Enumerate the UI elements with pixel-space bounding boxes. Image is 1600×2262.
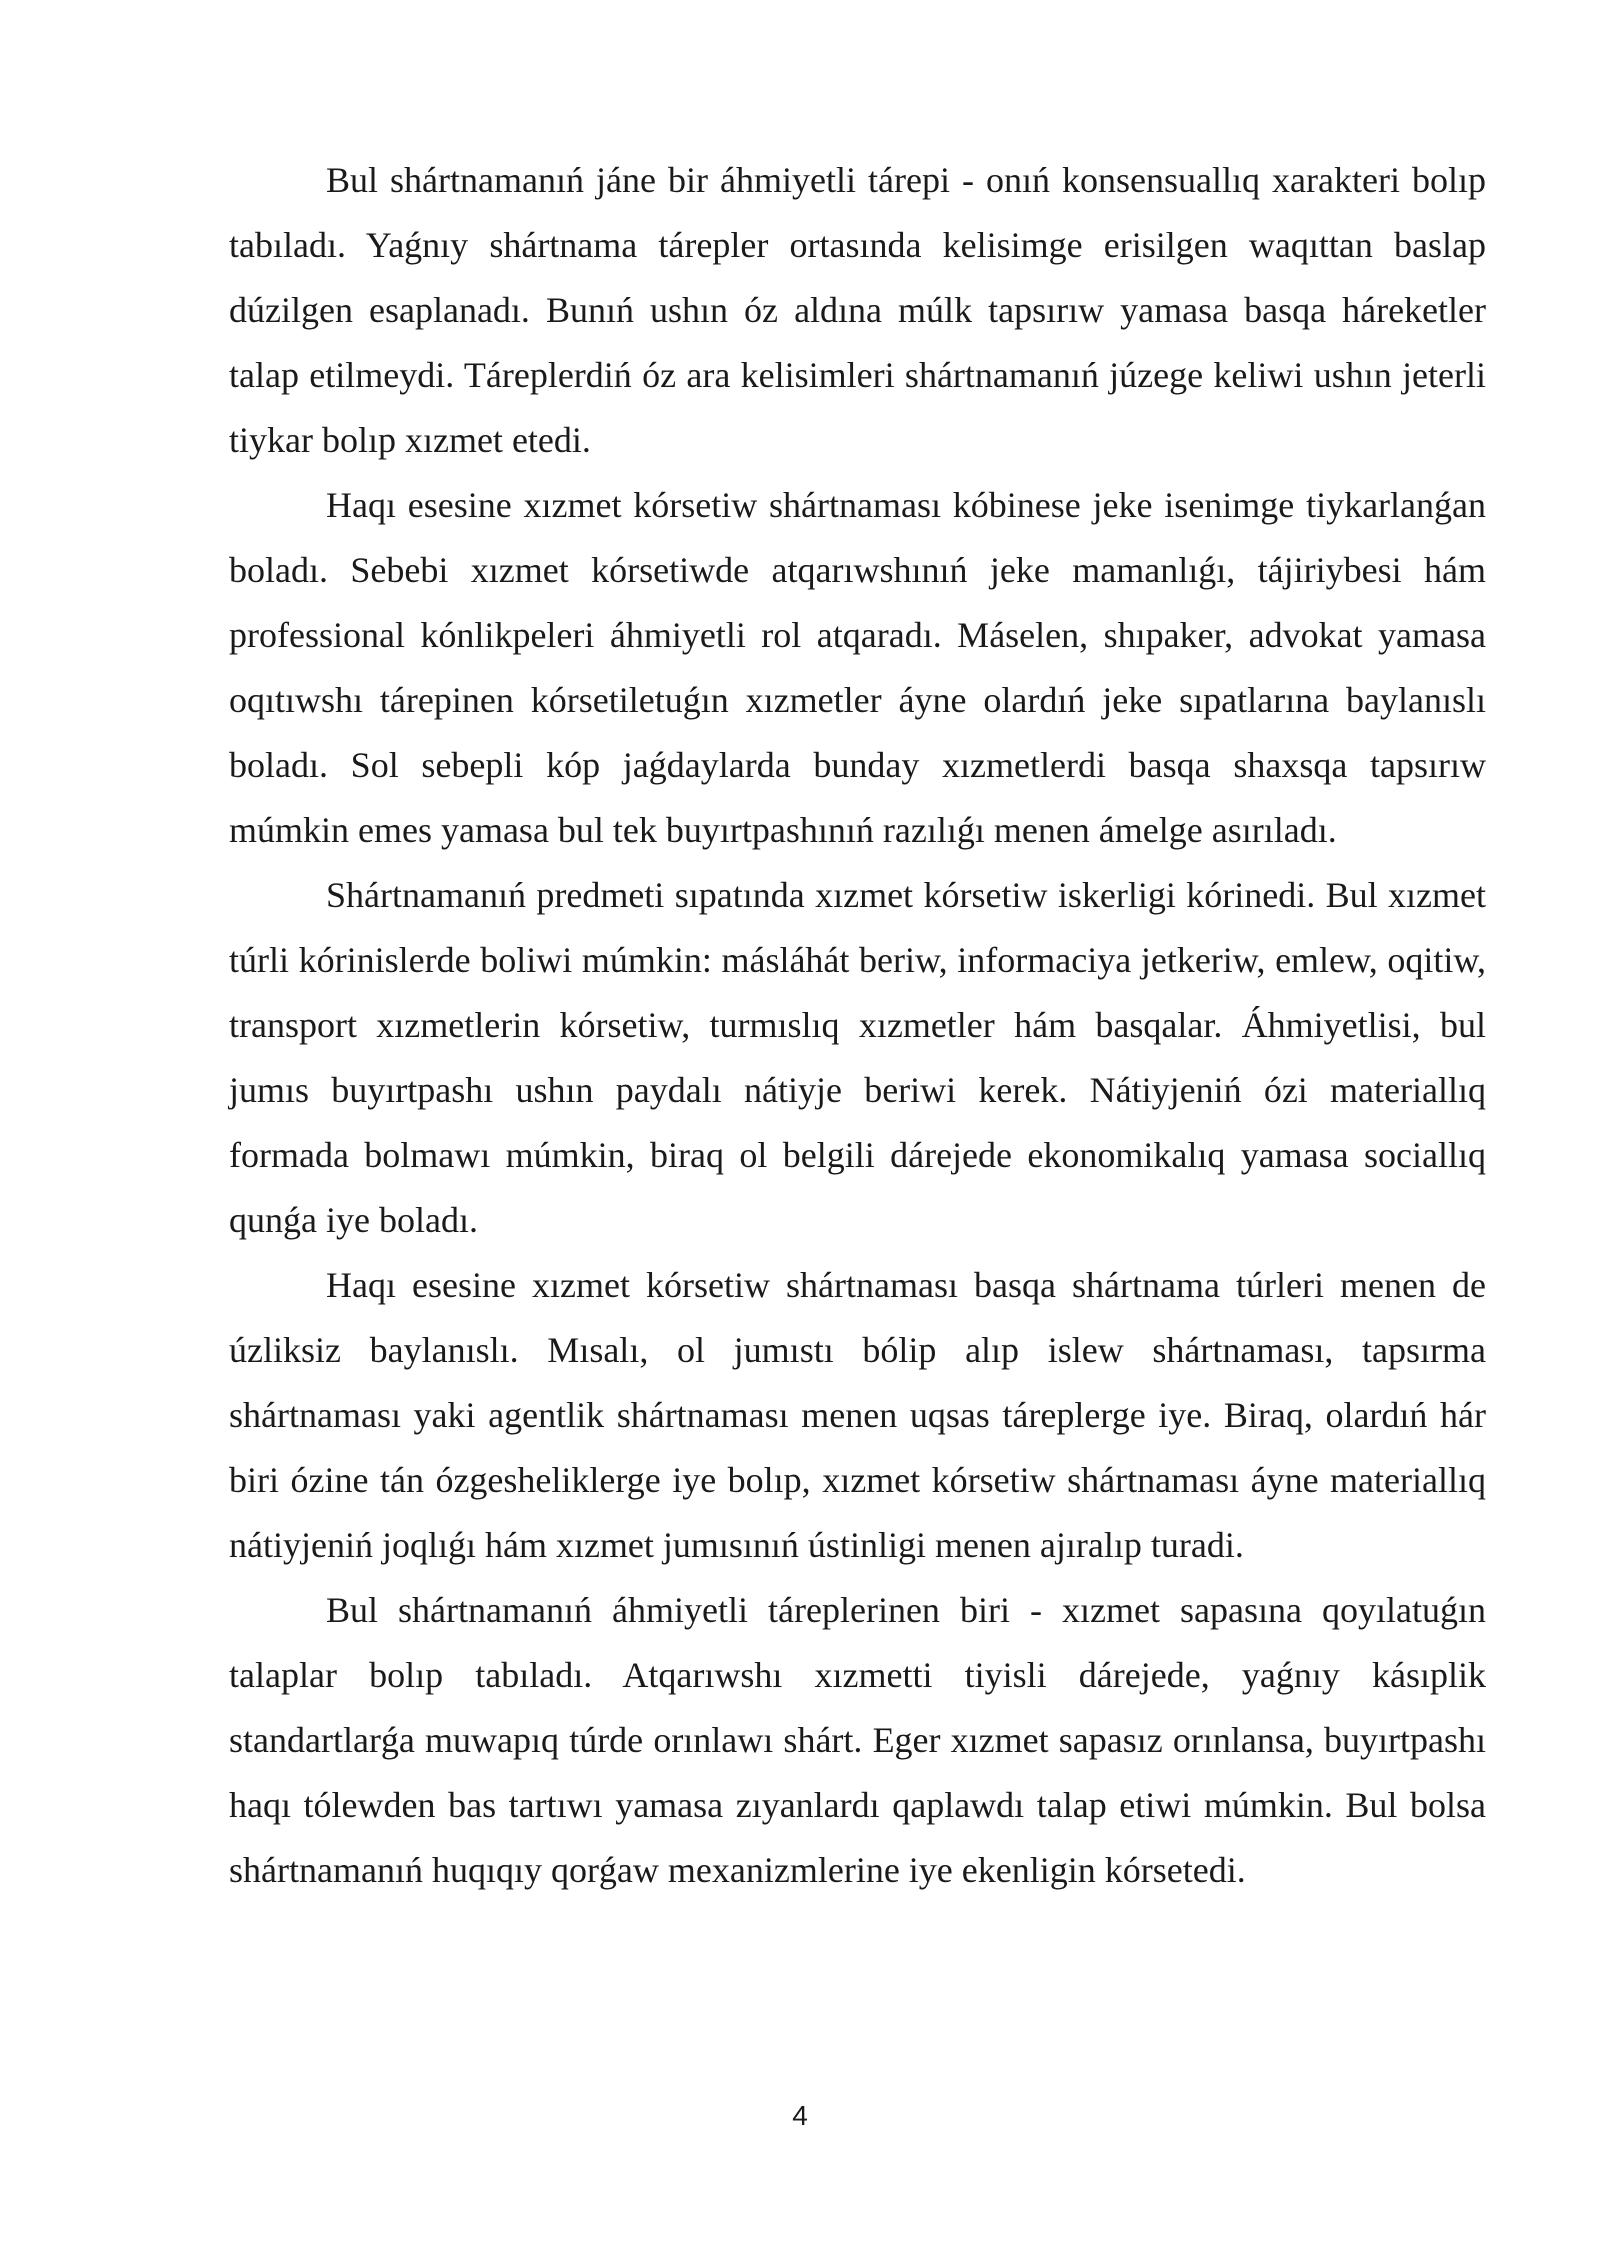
page-number: 4 (792, 2100, 808, 2131)
body-text (229, 148, 1486, 1903)
paragraph: Haqı esesine xızmet kórsetiw shártnaması basqa shártnama túrleri menen de úzliksiz baylanıslı. Mısalı, ol jumıstı bólip alıp islew shártnaması, tapsırma shártnaması yaki agentlik shártnaması menen uqsas táreplerge iye. Biraq, olardıń hár biri ózine tán ózgesheliklerge iye bolıp, xızmet kórsetiw shártnaması áyne materiallıq nátiyjeniń joqlıǵı hám xızmet jumısınıń ústinligi menen ajıralıp turadi. (229, 1265, 1486, 1565)
paragraph: Bul shártnamanıń áhmiyetli táreplerinen biri - xızmet sapasına qoyılatuǵın talaplar bolıp tabıladı. Atqarıwshı xızmetti tiyisli dárejede, yaǵnıy kásıplik standartlarǵa muwapıq túrde orınlawı shárt. Eger xızmet sapasız orınlansa, buyırtpashı haqı tólewden bas tartıwı yamasa zıyanlardı qaplawdı talap etiwi múmkin. Bul bolsa shártnamanıń huqıqıy qorǵaw mexanizmlerine iye ekenligin kórsetedi. (229, 1590, 1486, 1890)
paragraph: Bul shártnamanıń jáne bir áhmiyetli tárepi - onıń konsensuallıq xarakteri bolıp tabıladı. Yaǵnıy shártnama tárepler ortasında kelisimge erisilgen waqıttan baslap dúzilgen esaplanadı. Bunıń ushın óz aldına múlk tapsırıw yamasa basqa háreketler talap etilmeydi. Táreplerdiń óz ara kelisimleri shártnamanıń júzege keliwi ushın jeterli tiykar bolıp xızmet etedi. (229, 160, 1486, 460)
paragraph: Haqı esesine xızmet kórsetiw shártnaması kóbinese jeke isenimge tiykarlanǵan boladı. Sebebi xızmet kórsetiwde atqarıwshınıń jeke mamanlıǵı, tájiriybesi hám professional kónlikpeleri áhmiyetli rol atqaradı. Máselen, shıpaker, advokat yamasa oqıtıwshı tárepinen kórsetiletuǵın xızmetler áyne olardıń jeke sıpatlarına baylanıslı boladı. Sol sebepli kóp jaǵdaylarda bunday xızmetlerdi basqa shaxsqa tapsırıw múmkin emes yamasa bul tek buyırtpashınıń razılıǵı menen ámelge asırıladı. (229, 485, 1486, 850)
paragraph: Shártnamanıń predmeti sıpatında xızmet kórsetiw iskerligi kórinedi. Bul xızmet túrli kórinislerde boliwi múmkin: másláhát beriw, informaciya jetkeriw, emlew, oqitiw, transport xızmetlerin kórsetiw, turmıslıq xızmetler hám basqalar. Áhmiyetlisi, bul jumıs buyırtpashı ushın paydalı nátiyje beriwi kerek. Nátiyjeniń ózi materiallıq formada bolmawı múmkin, biraq ol belgili dárejede ekonomikalıq yamasa sociallıq qunǵa iye boladı. (229, 875, 1486, 1240)
